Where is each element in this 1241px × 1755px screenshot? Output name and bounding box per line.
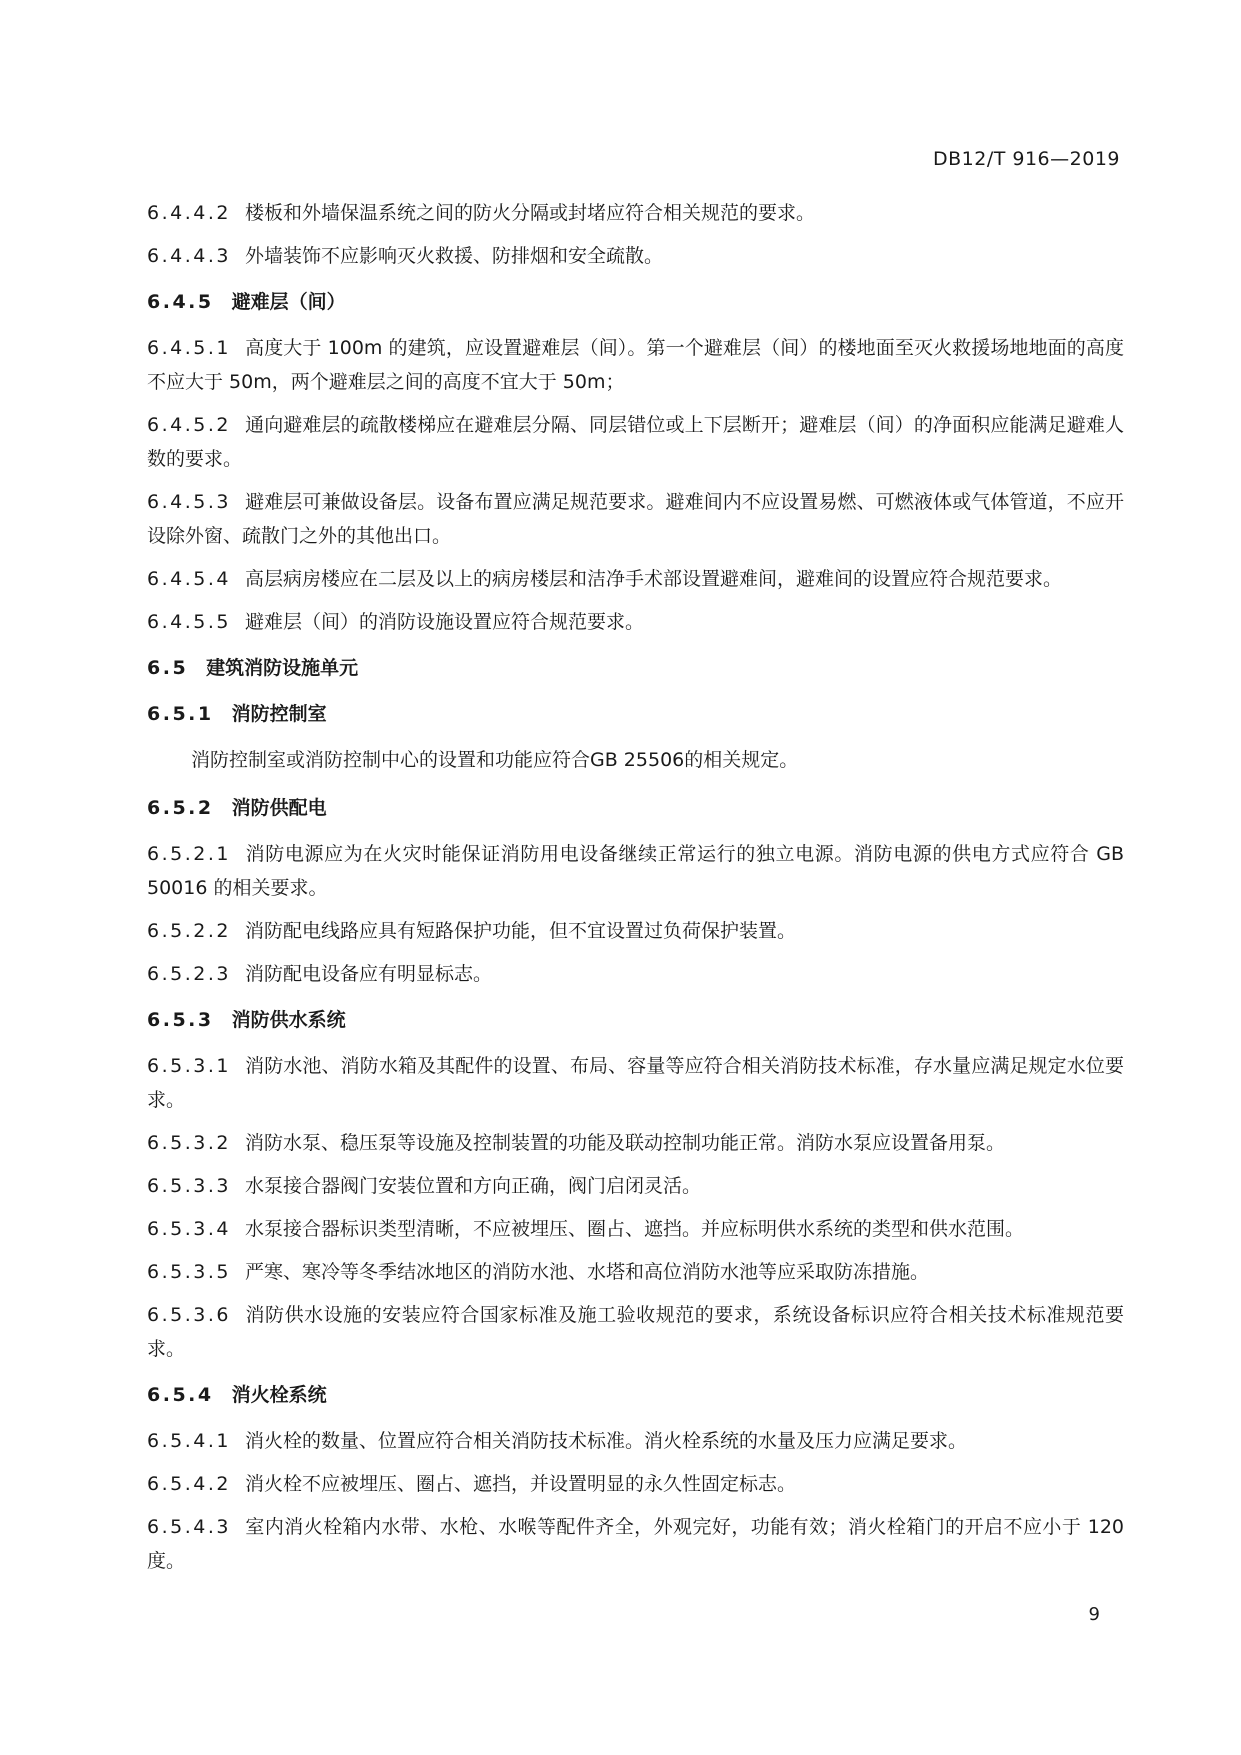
clause-number: 6.4.4.2 [147, 202, 231, 224]
clause-text: 严寒、寒冷等冬季结冰地区的消防水池、水塔和高位消防水池等应采取防冻措施。 [244, 1261, 929, 1283]
document-code: DB12/T 916—2019 [932, 148, 1120, 170]
clause-item [147, 1212, 1124, 1246]
section-heading [147, 697, 1124, 731]
section-title: 建筑消防设施单元 [206, 657, 359, 679]
section-title: 避难层（间） [231, 291, 346, 313]
section-number: 6.5.3 [147, 1009, 214, 1031]
clause-number: 6.4.4.3 [147, 245, 231, 267]
section-title: 消防供配电 [231, 797, 327, 819]
clause-number: 6.5.4.2 [147, 1473, 231, 1495]
clause-item [147, 1510, 1124, 1578]
clause-item [147, 1424, 1124, 1458]
section-title: 消火栓系统 [231, 1384, 327, 1406]
document-body [147, 196, 1124, 1587]
section-heading [147, 1378, 1124, 1412]
section-title: 消防控制室 [231, 703, 327, 725]
clause-text: 室内消火栓箱内水带、水枪、水喉等配件齐全，外观完好，功能有效；消火栓箱门的开启不应小于 120 度。 [147, 1516, 1124, 1572]
clause-text: 消防水泵、稳压泵等设施及控制装置的功能及联动控制功能正常。消防水泵应设置备用泵。 [244, 1132, 1005, 1154]
clause-number: 6.4.5.4 [147, 568, 231, 590]
clause-number: 6.4.5.5 [147, 611, 231, 633]
page-number: 9 [1088, 1604, 1100, 1625]
clause-text: 消防配电设备应有明显标志。 [244, 963, 492, 985]
clause-text: 消火栓不应被埋压、圈占、遮挡，并设置明显的永久性固定标志。 [244, 1473, 796, 1495]
clause-number: 6.5.4.3 [147, 1516, 231, 1538]
section-heading [147, 651, 1124, 685]
clause-text: 高层病房楼应在二层及以上的病房楼层和洁净手术部设置避难间，避难间的设置应符合规范要求。 [244, 568, 1062, 590]
clause-number: 6.5.4.1 [147, 1430, 231, 1452]
clause-text: 高度大于 100m 的建筑，应设置避难层（间）。第一个避难层（间）的楼地面至灭火救援场地地面的高度不应大于 50m，两个避难层之间的高度不宜大于 50m； [147, 337, 1124, 393]
clause-text: 消防供水设施的安装应符合国家标准及施工验收规范的要求，系统设备标识应符合相关技术标准规范要求。 [147, 1304, 1124, 1360]
clause-number: 6.5.2.1 [147, 843, 231, 865]
clause-item [147, 331, 1124, 399]
clause-item [147, 1049, 1124, 1117]
clause-text: 消防配电线路应具有短路保护功能，但不宜设置过负荷保护装置。 [244, 920, 796, 942]
section-number: 6.5.2 [147, 797, 214, 819]
section-number: 6.5.4 [147, 1384, 214, 1406]
clause-item [147, 1169, 1124, 1203]
section-heading [147, 285, 1124, 319]
clause-number: 6.5.3.1 [147, 1055, 231, 1077]
clause-item [147, 914, 1124, 948]
clause-item [147, 408, 1124, 476]
clause-item [147, 1467, 1124, 1501]
clause-text: 消防水池、消防水箱及其配件的设置、布局、容量等应符合相关消防技术标准，存水量应满足规定水位要求。 [147, 1055, 1124, 1111]
clause-number: 6.4.5.1 [147, 337, 231, 359]
clause-text: 避难层可兼做设备层。设备布置应满足规范要求。避难间内不应设置易燃、可燃液体或气体管道，不应开设除外窗、疏散门之外的其他出口。 [147, 491, 1124, 547]
clause-item [147, 837, 1124, 905]
clause-number: 6.5.2.2 [147, 920, 231, 942]
clause-item [147, 1126, 1124, 1160]
clause-text: 通向避难层的疏散楼梯应在避难层分隔、同层错位或上下层断开；避难层（间）的净面积应能满足避难人数的要求。 [147, 414, 1124, 470]
clause-text: 外墙装饰不应影响灭火救援、防排烟和安全疏散。 [244, 245, 663, 267]
clause-number: 6.5.3.6 [147, 1304, 231, 1326]
section-number: 6.5 [147, 657, 189, 679]
clause-text: 避难层（间）的消防设施设置应符合规范要求。 [244, 611, 644, 633]
clause-text: 消防电源应为在火灾时能保证消防用电设备继续正常运行的独立电源。消防电源的供电方式应符合 GB 50016 的相关要求。 [147, 843, 1124, 899]
clause-item [147, 605, 1124, 639]
clause-item [147, 562, 1124, 596]
section-heading [147, 1003, 1124, 1037]
clause-text: 消火栓的数量、位置应符合相关消防技术标准。消火栓系统的水量及压力应满足要求。 [244, 1430, 967, 1452]
clause-item [147, 485, 1124, 553]
clause-item [147, 196, 1124, 230]
body-paragraph: 消防控制室或消防控制中心的设置和功能应符合GB 25506的相关规定。 [191, 749, 799, 771]
clause-item [147, 957, 1124, 991]
clause-number: 6.5.2.3 [147, 963, 231, 985]
clause-text: 水泵接合器标识类型清晰，不应被埋压、圈占、遮挡。并应标明供水系统的类型和供水范围。 [244, 1218, 1024, 1240]
clause-number: 6.5.3.2 [147, 1132, 231, 1154]
clause-item [147, 239, 1124, 273]
clause-number: 6.5.3.5 [147, 1261, 231, 1283]
section-title: 消防供水系统 [231, 1009, 346, 1031]
clause-number: 6.4.5.2 [147, 414, 231, 436]
clause-text: 水泵接合器阀门安装位置和方向正确，阀门启闭灵活。 [244, 1175, 701, 1197]
section-number: 6.4.5 [147, 291, 214, 313]
clause-number: 6.4.5.3 [147, 491, 231, 513]
section-heading [147, 791, 1124, 825]
clause-number: 6.5.3.3 [147, 1175, 231, 1197]
clause-item [147, 1298, 1124, 1366]
section-number: 6.5.1 [147, 703, 214, 725]
clause-text: 楼板和外墙保温系统之间的防火分隔或封堵应符合相关规范的要求。 [244, 202, 815, 224]
clause-item [147, 1255, 1124, 1289]
clause-number: 6.5.3.4 [147, 1218, 231, 1240]
